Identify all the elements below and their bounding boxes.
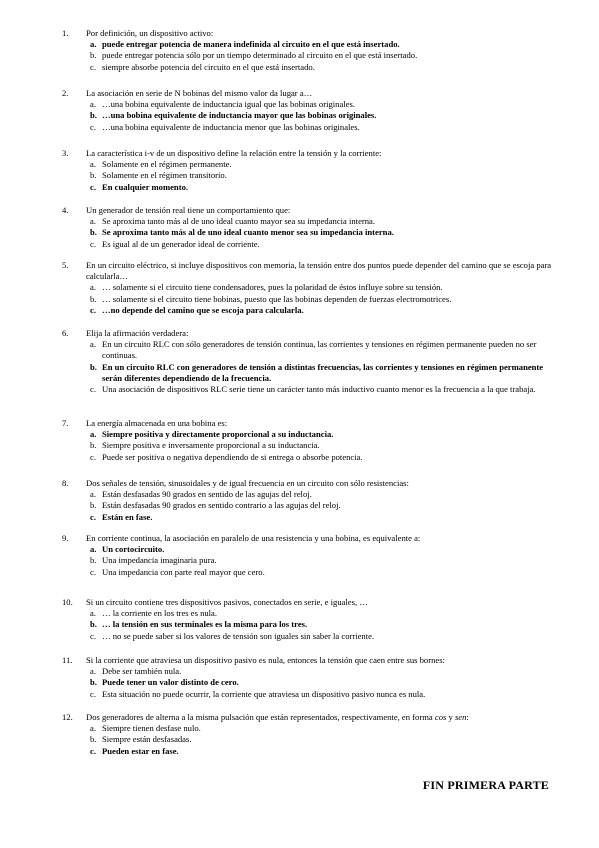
option-letter: a. — [90, 608, 96, 619]
question-number: 9. — [62, 533, 69, 543]
option-letter: a. — [90, 216, 96, 227]
question-text-part: Dos generadores de alterna a la misma pulsación que están representados, respectivamente, en forma — [86, 712, 435, 722]
question-number: 2. — [62, 88, 69, 98]
correct-answer-text: …no depende del camino que se escoja para calcularla. — [102, 304, 304, 315]
option-letter: b. — [90, 227, 97, 238]
question-text: Si un circuito contiene tres dispositivos pasivos, conectados en serie, e iguales, … — [86, 597, 368, 607]
option-text: Una impedancia imaginaria pura. — [102, 555, 217, 566]
question-12 — [62, 712, 554, 757]
question-text-part: y — [446, 712, 455, 722]
option-2 — [90, 677, 554, 688]
question-text: Dos señales de tensión, sinusoidales y de igual frecuencia en un circuito con sólo resistencias: — [86, 478, 409, 488]
option-text: Se aproxima tanto más al de uno ideal cuanto mayor sea su impedancia interna. — [102, 216, 375, 227]
question-text: En corriente continua, la asociación en paralelo de una resistencia y una bobina, es equivalente a: — [86, 533, 421, 543]
option-letter: b. — [90, 361, 97, 372]
option-1 — [90, 429, 554, 440]
option-1 — [90, 608, 554, 619]
option-letter: a. — [90, 429, 97, 440]
option-2 — [90, 500, 554, 511]
option-3 — [90, 567, 554, 578]
option-text: siempre absorbe potencia del circuito en el que está insertado. — [102, 61, 315, 72]
question-11 — [62, 655, 554, 700]
option-letter: c. — [90, 383, 96, 394]
option-text: …una bobina equivalente de inductancia menor que las bobinas originales. — [102, 121, 360, 132]
option-2 — [90, 50, 554, 61]
option-letter: c. — [90, 181, 96, 192]
option-3 — [90, 512, 554, 523]
option-letter: b. — [90, 500, 97, 511]
option-letter: a. — [90, 99, 96, 110]
option-3 — [90, 182, 554, 193]
option-2 — [90, 555, 554, 566]
question-header — [62, 328, 554, 339]
question-header — [62, 148, 554, 159]
option-text: Una asociación de dispositivos RLC serie tiene un carácter tanto más inductivo cuanto menor es la frecuencia a la que trabaja. — [102, 383, 536, 394]
question-text: La característica i-v de un dispositivo define la relación entre la tensión y la corriente: — [86, 148, 382, 158]
option-1 — [90, 159, 554, 170]
option-text: Debe ser también nula. — [102, 666, 182, 677]
question-6 — [62, 328, 554, 395]
option-letter: c. — [90, 688, 96, 699]
option-text: … no se puede saber si los valores de tensión son iguales sin saber la corriente. — [102, 630, 375, 641]
question-header — [62, 655, 554, 666]
question-text: La energía almacenada en una bobina es: — [86, 418, 228, 428]
question-number: 8. — [62, 478, 69, 488]
question-number: 6. — [62, 328, 69, 338]
question-header — [62, 478, 554, 489]
question-text: En un circuito eléctrico, si incluye dispositivos con memoria, la tensión entre dos puntos puede depender del camino que se escoja para calcularla… — [86, 260, 552, 282]
question-10 — [62, 597, 554, 642]
option-letter: c. — [90, 61, 96, 72]
option-letter: a. — [90, 282, 96, 293]
option-1 — [90, 282, 554, 293]
question-header — [62, 418, 554, 429]
option-2 — [90, 294, 554, 305]
option-text: … solamente si el circuito tiene bobinas, puesto que las bobinas dependen de fuerzas electromotrices. — [102, 293, 452, 304]
question-3 — [62, 148, 554, 193]
option-2 — [90, 110, 554, 121]
option-1 — [90, 544, 554, 555]
correct-answer-text: Un cortocircuito. — [102, 544, 165, 555]
correct-answer-text: Puede tener un valor distinto de cero. — [102, 677, 239, 688]
option-3 — [90, 689, 554, 700]
correct-answer-text: Se aproxima tanto más al de uno ideal cuanto menor sea su impedancia interna. — [102, 227, 394, 238]
cos-term: cos — [434, 712, 447, 722]
option-text: … solamente si el circuito tiene condensadores, pues la polaridad de éstos influye sobre su tensión. — [102, 282, 443, 293]
question-7 — [62, 418, 554, 463]
option-text: Están desfasadas 90 grados en sentido contrario a las agujas del reloj. — [102, 500, 341, 511]
option-letter: b. — [90, 110, 97, 121]
option-text: puede entregar potencia sólo por un tiempo determinado al circuito en el que está insertado. — [102, 50, 418, 61]
question-header — [62, 712, 554, 723]
question-number: 3. — [62, 148, 69, 158]
option-text: …una bobina equivalente de inductancia igual que las bobinas originales. — [102, 99, 355, 110]
option-text: Una impedancia con parte real mayor que cero. — [102, 566, 265, 577]
option-1 — [90, 39, 554, 50]
option-letter: a. — [90, 159, 96, 170]
question-header — [62, 28, 554, 39]
question-header — [62, 88, 554, 99]
question-header — [62, 533, 554, 544]
option-letter: c. — [90, 566, 96, 577]
question-4 — [62, 205, 554, 250]
option-3 — [90, 305, 554, 316]
option-letter: a. — [90, 723, 96, 734]
option-letter: b. — [90, 440, 97, 451]
option-3 — [90, 746, 554, 757]
option-text: Solamente en el régimen transitorio. — [102, 170, 227, 181]
question-2 — [62, 88, 554, 133]
option-letter: c. — [90, 451, 96, 462]
question-9 — [62, 533, 554, 578]
option-3 — [90, 62, 554, 73]
question-8 — [62, 478, 554, 523]
option-letter: b. — [90, 50, 97, 61]
option-letter: a. — [90, 666, 96, 677]
option-letter: c. — [90, 745, 96, 756]
option-letter: b. — [90, 619, 97, 630]
option-1 — [90, 489, 554, 500]
correct-answer-text: Siempre positiva y directamente proporcional a su inductancia. — [102, 429, 334, 440]
question-header — [62, 260, 554, 282]
correct-answer-text: puede entregar potencia de manera indefinida al circuito en el que está insertado. — [102, 39, 400, 50]
option-letter: b. — [90, 734, 97, 745]
option-text: Solamente en el régimen permanente. — [102, 159, 232, 170]
question-number: 12. — [62, 712, 73, 722]
question-number: 4. — [62, 205, 69, 215]
option-letter: c. — [90, 630, 96, 641]
correct-answer-text: … la tensión en sus terminales es la misma para los tres. — [102, 619, 308, 630]
correct-answer-text: En cualquier momento. — [102, 181, 189, 192]
option-1 — [90, 216, 554, 227]
footer-title: FIN PRIMERA PARTE — [422, 778, 549, 792]
option-letter: b. — [90, 293, 97, 304]
question-number: 10. — [62, 597, 73, 607]
option-text: En un circuito RLC con sólo generadores de tensión continua, las corrientes y tensiones en régimen permanente pueden no ser continuas. — [102, 339, 537, 361]
option-text: Es igual al de un generador ideal de corriente. — [102, 238, 260, 249]
option-1 — [90, 666, 554, 677]
option-1 — [90, 99, 554, 110]
option-text: … la corriente en los tres es nula. — [102, 608, 218, 619]
question-number: 5. — [62, 260, 69, 270]
correct-answer-text: En un circuito RLC con generadores de tensión a distintas frecuencias, las corrientes y tensiones en régimen permanente serán diferentes dependiendo de la frecuencia. — [102, 361, 544, 383]
question-number: 11. — [62, 655, 73, 665]
option-letter: c. — [90, 238, 96, 249]
question-text: Elija la afirmación verdadera: — [86, 328, 189, 338]
option-3 — [90, 631, 554, 642]
question-5 — [62, 260, 554, 316]
option-letter: c. — [90, 511, 96, 522]
option-2 — [90, 362, 554, 384]
question-text — [86, 712, 554, 723]
question-header — [62, 597, 554, 608]
question-1 — [62, 28, 554, 73]
question-number: 7. — [62, 418, 69, 428]
option-letter: a. — [90, 339, 96, 350]
option-2 — [90, 734, 554, 745]
option-text: Están desfasadas 90 grados en sentido de las agujas del reloj. — [102, 489, 312, 500]
option-2 — [90, 440, 554, 451]
question-text-part: : — [466, 712, 469, 722]
option-letter: a. — [90, 39, 97, 50]
option-3 — [90, 122, 554, 133]
option-2 — [90, 227, 554, 238]
option-letter: b. — [90, 677, 97, 688]
option-letter: c. — [90, 121, 96, 132]
question-header — [62, 205, 554, 216]
correct-answer-text: Pueden estar en fase. — [102, 745, 179, 756]
question-text: Si la corriente que atraviesa un dispositivo pasivo es nula, entonces la tensión que caen entre sus bornes: — [86, 655, 445, 665]
option-text: Siempre tienen desfase nulo. — [102, 723, 201, 734]
option-2 — [90, 619, 554, 630]
correct-answer-text: Están en fase. — [102, 511, 153, 522]
question-text: Por definición, un dispositivo activo: — [86, 28, 214, 38]
option-letter: a. — [90, 544, 97, 555]
option-text: Esta situación no puede ocurrir, la corriente que atraviesa un dispositivo pasivo nunca es nula. — [102, 688, 426, 699]
question-number: 1. — [62, 28, 69, 38]
option-3 — [90, 239, 554, 250]
question-text: Un generador de tensión real tiene un comportamiento que: — [86, 205, 291, 215]
option-letter: b. — [90, 170, 97, 181]
option-letter: c. — [90, 304, 96, 315]
option-letter: b. — [90, 555, 97, 566]
option-3 — [90, 452, 554, 463]
option-2 — [90, 170, 554, 181]
option-text: Siempre positiva e inversamente proporcional a su inductancia. — [102, 440, 320, 451]
option-text: Puede ser positiva o negativa dependiendo de si entrega o absorbe potencia. — [102, 451, 363, 462]
sen-term: sen — [454, 712, 467, 722]
option-1 — [90, 339, 554, 361]
option-3 — [90, 384, 554, 395]
question-text: La asociación en serie de N bobinas del mismo valor da lugar a… — [86, 88, 313, 98]
option-1 — [90, 723, 554, 734]
option-text: Siempre están desfasadas. — [102, 734, 192, 745]
correct-answer-text: …una bobina equivalente de inductancia mayor que las bobinas originales. — [102, 110, 377, 121]
option-letter: a. — [90, 489, 96, 500]
